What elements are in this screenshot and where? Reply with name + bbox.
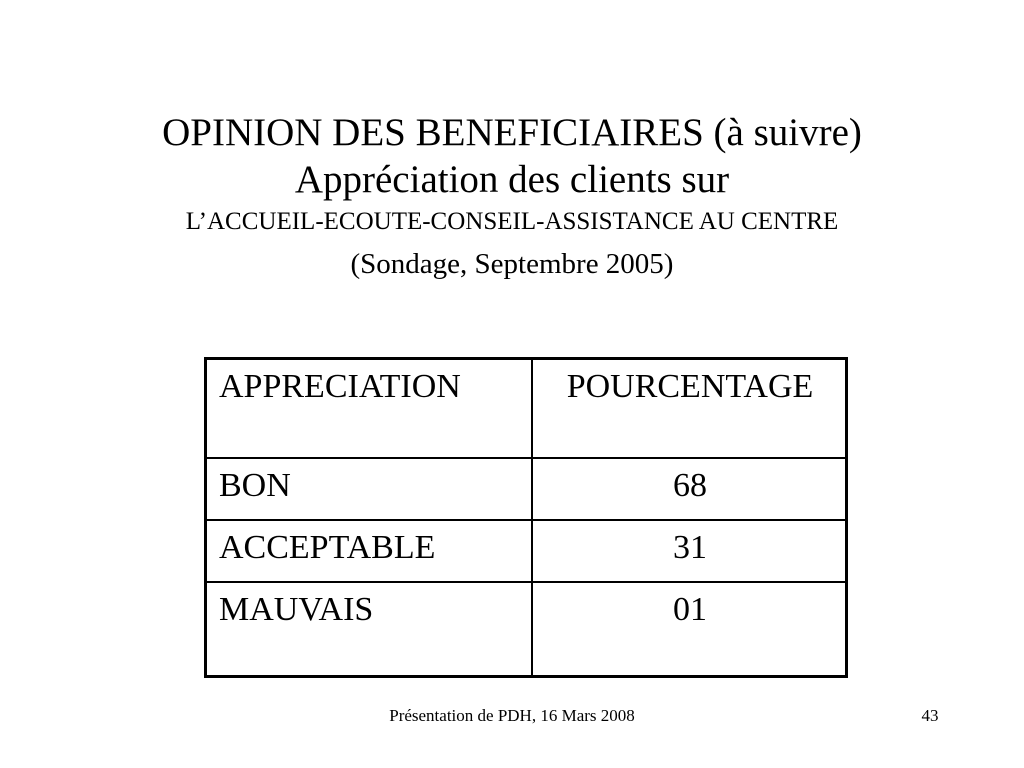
appreciation-table [204, 357, 848, 678]
row-value: 31 [532, 520, 847, 582]
table-row [206, 582, 847, 677]
title-survey-date: (Sondage, Septembre 2005) [350, 248, 674, 280]
row-label: BON [206, 458, 533, 520]
slide-title [0, 108, 1024, 286]
row-label: ACCEPTABLE [206, 520, 533, 582]
table-row [206, 520, 847, 582]
header-pourcentage: POURCENTAGE [532, 359, 847, 459]
title-topic: L’ACCUEIL-ECOUTE-CONSEIL-ASSISTANCE AU CENTRE [185, 208, 839, 235]
header-appreciation: APPRECIATION [206, 359, 533, 459]
title-main: OPINION DES BENEFICIAIRES (à suivre) [162, 111, 862, 154]
table-row [206, 458, 847, 520]
row-label: MAUVAIS [206, 582, 533, 677]
page-number: 43 [921, 706, 939, 725]
row-value: 01 [532, 582, 847, 677]
title-subtitle: Appréciation des clients sur [294, 158, 730, 201]
row-value: 68 [532, 458, 847, 520]
table-header-row [206, 359, 847, 459]
footer-text: Présentation de PDH, 16 Mars 2008 [389, 706, 635, 725]
